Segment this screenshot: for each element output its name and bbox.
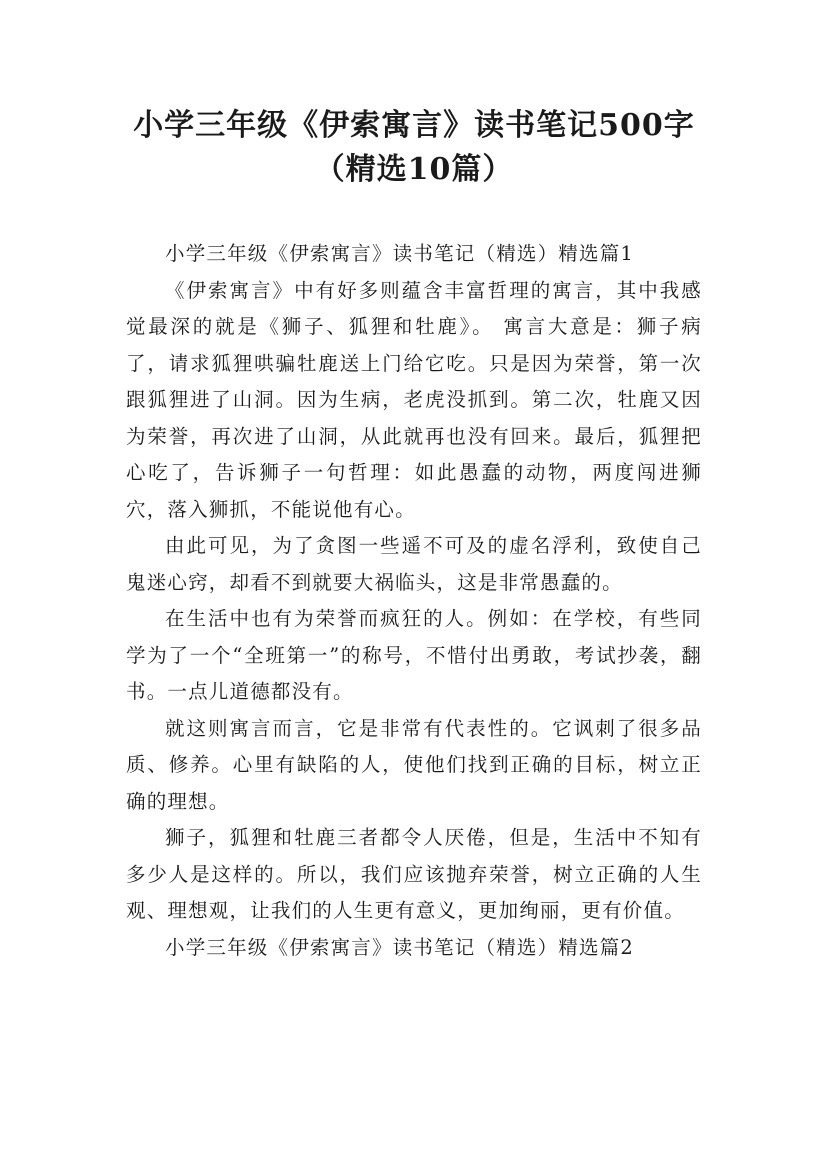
paragraph-5: 狮子，狐狸和牡鹿三者都令人厌倦，但是，生活中不知有多少人是这样的。所以，我们应该抛弃荣誉，树立正确的人生观、理想观，让我们的人生更有意义，更加绚丽，更有价值。 (126, 826, 702, 922)
document-body (126, 236, 702, 966)
paragraph-2: 由此可见，为了贪图一些遥不可及的虚名浮利，致使自己鬼迷心窍，却看不到就要大祸临头，这是非常愚蠢的。 (126, 534, 702, 594)
document-title: 小学三年级《伊索寓言》读书笔记500字 (133, 108, 695, 143)
section-heading-2: 小学三年级《伊索寓言》读书笔记（精选）精选篇2 (165, 935, 635, 959)
section-heading-1: 小学三年级《伊索寓言》读书笔记（精选）精选篇1 (165, 242, 635, 265)
paragraph-3: 在生活中也有为荣誉而疯狂的人。例如：在学校，有些同学为了一个“全班第一”的称号，不惜付出勇敢，考试抄袭，翻书。一点儿道德都没有。 (126, 607, 702, 703)
paragraph-1: 《伊索寓言》中有好多则蕴含丰富哲理的寓言，其中我感觉最深的就是《狮子、狐狸和牡鹿》。 寓言大意是：狮子病了，请求狐狸哄骗牡鹿送上门给它吃。只是因为荣誉，第一次跟狐狸进了山洞。因为生病，老虎没抓到。第二次，牡鹿又因为荣誉，再次进了山洞，从此就再也没有回来。最后，狐狸把心吃了，告诉狮子一句哲理：如此愚蠢的动物，两度闯进狮穴，落入狮抓，不能说他有心。 (126, 278, 702, 521)
document-subtitle: （精选10篇） (314, 152, 514, 187)
paragraph-4: 就这则寓言而言，它是非常有代表性的。它讽刺了很多品质、修养。心里有缺陷的人，使他们找到正确的目标，树立正确的理想。 (126, 716, 702, 813)
